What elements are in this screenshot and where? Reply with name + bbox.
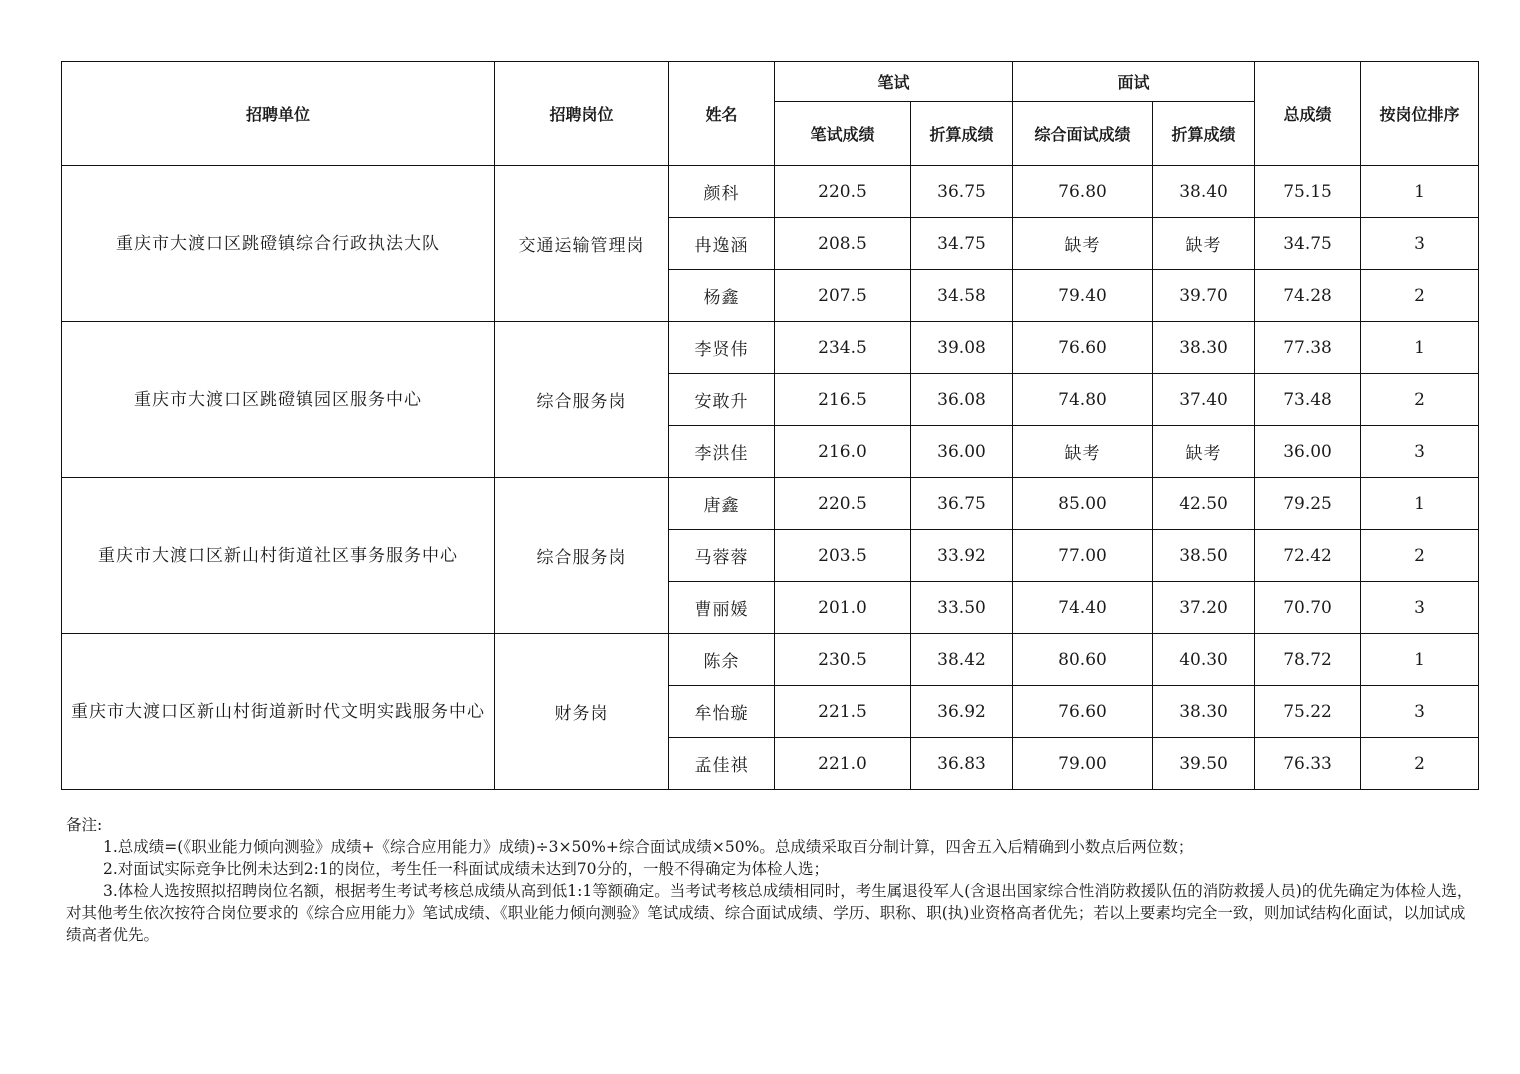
written-score: 216.5 xyxy=(775,374,911,426)
interview-converted: 38.40 xyxy=(1153,166,1255,218)
written-score: 221.0 xyxy=(775,738,911,790)
interview-score: 77.00 xyxy=(1013,530,1153,582)
candidate-name: 陈余 xyxy=(669,634,775,686)
written-score: 216.0 xyxy=(775,426,911,478)
header-post: 招聘岗位 xyxy=(495,62,669,166)
header-row-1 xyxy=(62,62,1479,102)
total-score: 79.25 xyxy=(1255,478,1361,530)
note-item-2: 2.对面试实际竞争比例未达到2:1的岗位，考生任一科面试成绩未达到70分的，一般不得确定为体检人选； xyxy=(103,860,829,878)
header-written-group: 笔试 xyxy=(775,62,1013,102)
candidate-name: 杨鑫 xyxy=(669,270,775,322)
notes-title: 备注: xyxy=(66,816,103,834)
unit-cell: 重庆市大渡口区新山村街道新时代文明实践服务中心 xyxy=(62,634,495,790)
header-name: 姓名 xyxy=(669,62,775,166)
total-score: 77.38 xyxy=(1255,322,1361,374)
total-score: 78.72 xyxy=(1255,634,1361,686)
interview-converted: 缺考 xyxy=(1153,426,1255,478)
unit-cell: 重庆市大渡口区跳磴镇综合行政执法大队 xyxy=(62,166,495,322)
rank: 1 xyxy=(1361,634,1479,686)
interview-score: 80.60 xyxy=(1013,634,1153,686)
interview-score: 缺考 xyxy=(1013,426,1153,478)
interview-score: 76.60 xyxy=(1013,322,1153,374)
header-rank: 按岗位排序 xyxy=(1361,62,1479,166)
written-score: 220.5 xyxy=(775,166,911,218)
written-score: 220.5 xyxy=(775,478,911,530)
total-score: 75.15 xyxy=(1255,166,1361,218)
interview-converted: 37.40 xyxy=(1153,374,1255,426)
post-cell: 综合服务岗 xyxy=(495,478,669,634)
rank: 3 xyxy=(1361,218,1479,270)
header-total: 总成绩 xyxy=(1255,62,1361,166)
note-item-1: 1.总成绩=(《职业能力倾向测验》成绩+《综合应用能力》成绩)÷3×50%+综合面试成绩×50%。总成绩采取百分制计算，四舍五入后精确到小数点后两位数； xyxy=(103,838,1194,856)
interview-converted: 39.50 xyxy=(1153,738,1255,790)
written-converted: 36.75 xyxy=(911,478,1013,530)
written-converted: 36.75 xyxy=(911,166,1013,218)
total-score: 74.28 xyxy=(1255,270,1361,322)
candidate-name: 孟佳祺 xyxy=(669,738,775,790)
written-score: 201.0 xyxy=(775,582,911,634)
written-converted: 38.42 xyxy=(911,634,1013,686)
table-row xyxy=(62,634,1479,686)
table-row xyxy=(62,478,1479,530)
written-score: 208.5 xyxy=(775,218,911,270)
rank: 2 xyxy=(1361,738,1479,790)
candidate-name: 牟怡璇 xyxy=(669,686,775,738)
written-converted: 36.92 xyxy=(911,686,1013,738)
rank: 1 xyxy=(1361,478,1479,530)
rank: 1 xyxy=(1361,322,1479,374)
rank: 3 xyxy=(1361,582,1479,634)
interview-score: 79.00 xyxy=(1013,738,1153,790)
unit-cell: 重庆市大渡口区跳磴镇园区服务中心 xyxy=(62,322,495,478)
table-row xyxy=(62,322,1479,374)
interview-converted: 42.50 xyxy=(1153,478,1255,530)
total-score: 70.70 xyxy=(1255,582,1361,634)
interview-converted: 39.70 xyxy=(1153,270,1255,322)
note-item-3: 3.体检人选按照拟招聘岗位名额，根据考生考试考核总成绩从高到低1:1等额确定。当考试考核总成绩相同时，考生属退役军人(含退出国家综合性消防救援队伍的消防救援人员)的优先确定为体检人选，对其他考生依次按符合岗位要求的《综合应用能力》笔试成绩、《职业能力倾向测验》笔试成绩、综合面试成绩、学历、职称、职(执)业资格高者优先；若以上要素均完全一致，则加试结构化面试，以加试成绩高者优先。 xyxy=(66,882,1473,944)
rank: 1 xyxy=(1361,166,1479,218)
interview-converted: 缺考 xyxy=(1153,218,1255,270)
post-cell: 财务岗 xyxy=(495,634,669,790)
rank: 2 xyxy=(1361,374,1479,426)
interview-score: 74.40 xyxy=(1013,582,1153,634)
total-score: 36.00 xyxy=(1255,426,1361,478)
total-score: 76.33 xyxy=(1255,738,1361,790)
header-unit: 招聘单位 xyxy=(62,62,495,166)
total-score: 75.22 xyxy=(1255,686,1361,738)
interview-converted: 38.30 xyxy=(1153,686,1255,738)
post-cell: 综合服务岗 xyxy=(495,322,669,478)
written-score: 234.5 xyxy=(775,322,911,374)
interview-score: 76.60 xyxy=(1013,686,1153,738)
header-interview-converted: 折算成绩 xyxy=(1153,102,1255,166)
candidate-name: 李贤伟 xyxy=(669,322,775,374)
header-written-score: 笔试成绩 xyxy=(775,102,911,166)
interview-score: 85.00 xyxy=(1013,478,1153,530)
candidate-name: 安敢升 xyxy=(669,374,775,426)
written-converted: 34.58 xyxy=(911,270,1013,322)
candidate-name: 颜科 xyxy=(669,166,775,218)
total-score: 34.75 xyxy=(1255,218,1361,270)
written-score: 207.5 xyxy=(775,270,911,322)
interview-score: 74.80 xyxy=(1013,374,1153,426)
rank: 2 xyxy=(1361,270,1479,322)
written-converted: 36.08 xyxy=(911,374,1013,426)
table-row xyxy=(62,166,1479,218)
candidate-name: 曹丽媛 xyxy=(669,582,775,634)
written-converted: 33.92 xyxy=(911,530,1013,582)
rank: 3 xyxy=(1361,686,1479,738)
rank: 3 xyxy=(1361,426,1479,478)
written-converted: 39.08 xyxy=(911,322,1013,374)
header-interview-group: 面试 xyxy=(1013,62,1255,102)
written-converted: 34.75 xyxy=(911,218,1013,270)
header-written-converted: 折算成绩 xyxy=(911,102,1013,166)
interview-score: 79.40 xyxy=(1013,270,1153,322)
interview-converted: 40.30 xyxy=(1153,634,1255,686)
written-converted: 36.00 xyxy=(911,426,1013,478)
interview-converted: 38.50 xyxy=(1153,530,1255,582)
written-score: 221.5 xyxy=(775,686,911,738)
rank: 2 xyxy=(1361,530,1479,582)
written-converted: 33.50 xyxy=(911,582,1013,634)
notes-section xyxy=(66,814,1478,946)
written-score: 203.5 xyxy=(775,530,911,582)
candidate-name: 李洪佳 xyxy=(669,426,775,478)
interview-converted: 38.30 xyxy=(1153,322,1255,374)
candidate-name: 冉逸涵 xyxy=(669,218,775,270)
post-cell: 交通运输管理岗 xyxy=(495,166,669,322)
unit-cell: 重庆市大渡口区新山村街道社区事务服务中心 xyxy=(62,478,495,634)
candidate-name: 唐鑫 xyxy=(669,478,775,530)
interview-converted: 37.20 xyxy=(1153,582,1255,634)
written-score: 230.5 xyxy=(775,634,911,686)
candidate-name: 马蓉蓉 xyxy=(669,530,775,582)
interview-score: 76.80 xyxy=(1013,166,1153,218)
score-table xyxy=(61,61,1479,790)
total-score: 72.42 xyxy=(1255,530,1361,582)
written-converted: 36.83 xyxy=(911,738,1013,790)
total-score: 73.48 xyxy=(1255,374,1361,426)
interview-score: 缺考 xyxy=(1013,218,1153,270)
header-interview-score: 综合面试成绩 xyxy=(1013,102,1153,166)
